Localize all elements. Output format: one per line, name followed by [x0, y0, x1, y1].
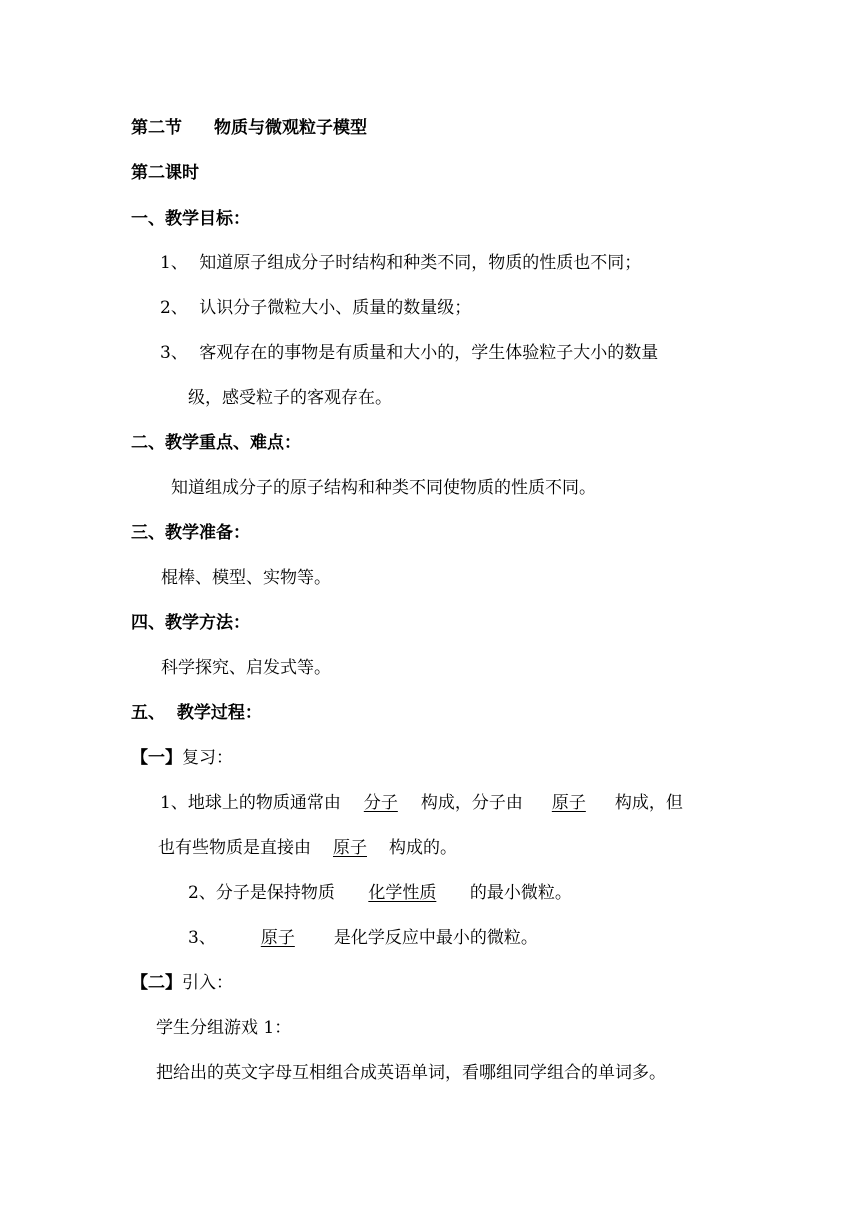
methods-text: 科学探究、启发式等。	[161, 658, 331, 678]
objectives-heading: 一、教学目标：	[131, 209, 250, 229]
key-points-heading: 二、教学重点、难点：	[131, 433, 301, 453]
question-text: 构成，分子由	[420, 793, 523, 813]
bracket-close: 】	[165, 973, 182, 993]
preparation-heading: 三、教学准备：	[131, 523, 250, 543]
objective-item-3-continued: 级，感受粒子的客观存在。	[188, 388, 392, 408]
bracket-open: 【	[131, 748, 148, 768]
review-question-3	[188, 926, 538, 950]
intro-heading-label: 引入：	[182, 973, 233, 993]
answer-blank: 分子	[363, 793, 398, 813]
question-text: 是化学反应中最小的微粒。	[333, 928, 538, 948]
question-text: 构成的。	[389, 838, 457, 858]
question-text: 构成，但	[614, 793, 683, 813]
document-title	[131, 116, 367, 140]
methods-heading: 四、教学方法：	[131, 613, 250, 633]
bracket-open: 【	[131, 973, 148, 993]
review-question-1	[160, 791, 683, 815]
answer-blank: 原子	[260, 928, 295, 948]
intro-heading-number: 二	[148, 973, 165, 993]
review-question-1-continued	[158, 836, 457, 860]
intro-instruction: 把给出的英文字母互相组合成英语单词，看哪组同学组合的单词多。	[156, 1063, 666, 1083]
review-heading-label: 复习：	[182, 748, 233, 768]
review-question-2	[188, 881, 572, 905]
process-heading-number: 五、	[131, 703, 165, 723]
objective-item-3	[160, 341, 658, 365]
preparation-text: 棍棒、模型、实物等。	[161, 568, 331, 588]
review-heading	[131, 746, 233, 770]
objective-number: 2、	[160, 298, 188, 318]
section-name: 物质与微观粒子模型	[214, 118, 367, 138]
intro-game: 学生分组游戏 1：	[156, 1018, 292, 1038]
review-heading-number: 一	[148, 748, 165, 768]
intro-heading	[131, 971, 233, 995]
question-text: 3、	[188, 928, 216, 948]
objective-text: 认识分子微粒大小、质量的数量级；	[199, 298, 472, 318]
bracket-close: 】	[165, 748, 182, 768]
objective-text: 客观存在的事物是有质量和大小的，学生体验粒子大小的数量	[199, 343, 659, 363]
objective-number: 1、	[160, 253, 188, 273]
question-text: 也有些物质是直接由	[158, 838, 311, 858]
answer-blank: 原子	[333, 838, 367, 858]
objective-item-1	[160, 251, 641, 275]
section-number: 第二节	[131, 118, 182, 138]
question-text: 2、分子是保持物质	[188, 883, 335, 903]
question-text: 的最小微粒。	[469, 883, 572, 903]
objective-text: 知道原子组成分子时结构和种类不同，物质的性质也不同；	[199, 253, 642, 273]
process-heading	[131, 701, 262, 725]
answer-blank: 原子	[551, 793, 586, 813]
key-points-text: 知道组成分子的原子结构和种类不同使物质的性质不同。	[171, 478, 596, 498]
process-heading-text: 教学过程：	[176, 703, 262, 723]
objective-item-2	[160, 296, 471, 320]
objective-number: 3、	[160, 343, 188, 363]
answer-blank: 化学性质	[368, 883, 437, 903]
lesson-label: 第二课时	[131, 163, 199, 183]
question-text: 1、地球上的物质通常由	[160, 793, 341, 813]
